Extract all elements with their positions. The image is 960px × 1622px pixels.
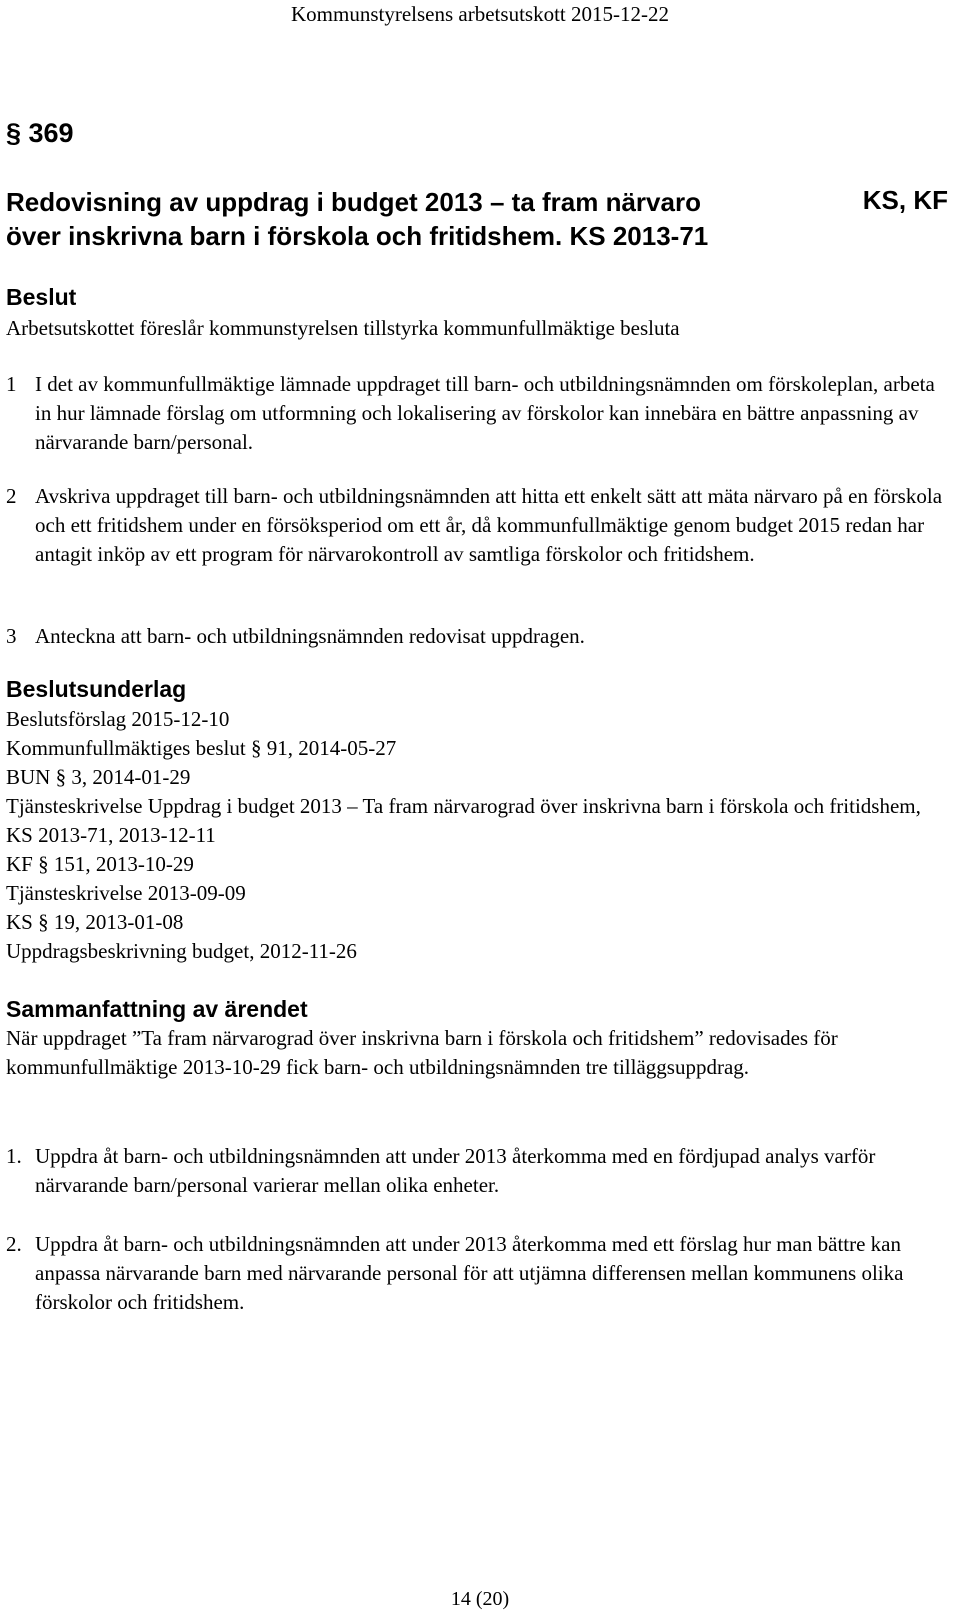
beslut-item-1-text: I det av kommunfullmäktige lämnade uppdraget till barn- och utbildningsnämnden om förskoleplan, arbeta in hur lämnade förslag om utformning och lokalisering av förskolor kan innebära en bättre anpassning av närvarande barn/personal. [35, 372, 935, 454]
sammanfattning-item-1-text: Uppdra åt barn- och utbildningsnämnden att under 2013 återkomma med en fördjupad analys varför närvarande barn/personal varierar mellan olika enheter. [35, 1144, 876, 1197]
beslut-item-3 [6, 622, 946, 651]
sammanfattning-item-2-text: Uppdra åt barn- och utbildningsnämnden att under 2013 återkomma med ett förslag hur man bättre kan anpassa närvarande barn med närvarande personal för att utjämna differensen mellan kommunens olika förskolor och fritidshem. [35, 1232, 904, 1314]
sammanfattning-item-1 [6, 1142, 946, 1200]
beslut-item-3-text: Anteckna att barn- och utbildningsnämnden redovisat uppdragen. [35, 624, 585, 648]
beslut-heading: Beslut [6, 284, 77, 310]
beslutsunderlag-line: Uppdragsbeskrivning budget, 2012-11-26 [6, 939, 357, 963]
sammanfattning-heading: Sammanfattning av ärendet [6, 996, 308, 1022]
beslutsunderlag-line: Beslutsförslag 2015-12-10 [6, 707, 230, 731]
beslutsunderlag-line: BUN § 3, 2014-01-29 [6, 765, 191, 789]
beslut-item-2-text: Avskriva uppdraget till barn- och utbildningsnämnden att hitta ett enkelt sätt att mäta närvaro på en förskola och ett fritidshem under en försöksperiod om ett år, då kommunfullmäktige genom budget 2015 redan har antagit inköp av ett program för närvarokontroll av samtliga förskolor och fritidshem. [35, 484, 943, 566]
beslutsunderlag-line: Tjänsteskrivelse 2013-09-09 [6, 881, 246, 905]
beslutsunderlag-heading: Beslutsunderlag [6, 676, 187, 702]
sammanfattning-item-2-number: 2. [6, 1232, 22, 1256]
beslut-item-2-number: 2 [6, 484, 17, 508]
page-number: 14 (20) [450, 1588, 510, 1610]
item-title-tag: KS, KF [862, 185, 948, 215]
beslutsunderlag-line: Tjänsteskrivelse Uppdrag i budget 2013 – Ta fram närvarograd över inskrivna barn i förskola och fritidshem, KS 2013-71, 2013-12-11 [6, 794, 921, 847]
section-number: § 369 [6, 118, 74, 148]
item-title-line-1: Redovisning av uppdrag i budget 2013 – ta fram närvaro [6, 187, 701, 217]
beslut-item-2 [6, 482, 946, 569]
beslut-item-3-number: 3 [6, 624, 17, 648]
page-header: Kommunstyrelsens arbetsutskott 2015-12-22 [291, 2, 669, 26]
sammanfattning-item-2 [6, 1230, 946, 1317]
beslut-item-1-number: 1 [6, 372, 17, 396]
item-title-line-2: över inskrivna barn i förskola och fritidshem. KS 2013-71 [6, 221, 709, 251]
beslutsunderlag-list [6, 705, 946, 966]
beslutsunderlag-line: KF § 151, 2013-10-29 [6, 852, 194, 876]
beslutsunderlag-line: Kommunfullmäktiges beslut § 91, 2014-05-27 [6, 736, 397, 760]
item-title [6, 185, 948, 253]
sammanfattning-intro: När uppdraget ”Ta fram närvarograd över inskrivna barn i förskola och fritidshem” redovisades för kommunfullmäktige 2013-10-29 fick barn- och utbildningsnämnden tre tilläggsuppdrag. [6, 1026, 838, 1079]
beslutsunderlag-line: KS § 19, 2013-01-08 [6, 910, 184, 934]
beslut-intro: Arbetsutskottet föreslår kommunstyrelsen tillstyrka kommunfullmäktige besluta [6, 316, 680, 340]
sammanfattning-item-1-number: 1. [6, 1144, 22, 1168]
beslut-item-1 [6, 370, 946, 457]
